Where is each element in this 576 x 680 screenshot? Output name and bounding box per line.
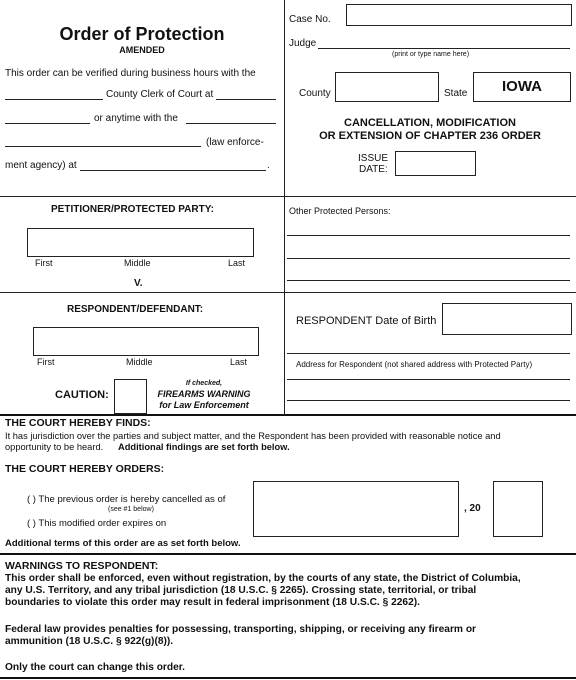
print-hint: (print or type name here) [392,51,470,58]
county-input[interactable] [335,72,439,102]
other-protected-line-2[interactable] [287,258,570,259]
petitioner-middle-label: Middle [124,258,151,268]
law-enforce-label: (law enforce- [206,137,264,148]
order-date-input[interactable] [253,481,459,537]
judge-label: Judge [289,38,317,49]
clerk-phone-field[interactable] [216,99,276,100]
law-enforcement-field[interactable] [5,146,201,147]
middle-divider [284,196,285,414]
cancellation-heading-2: OR EXTENSION OF CHAPTER 236 ORDER [319,130,541,142]
petitioner-heading: PETITIONER/PROTECTED PARTY: [51,204,214,215]
findings-line-1: It has jurisdiction over the parties and subject matter, and the Respondent has been provided with reasonable notice and [5,431,501,441]
header-divider [284,0,285,196]
judge-input[interactable] [318,48,570,49]
address-line-top[interactable] [287,353,570,354]
findings-line-2b: Additional findings are set forth below. [118,442,290,452]
page-title: Order of Protection [59,24,225,44]
respondent-middle-label: Middle [126,357,153,367]
caution-label: CAUTION: [55,389,109,401]
additional-terms: Additional terms of this order are as set forth below. [5,538,241,549]
petitioner-name-input[interactable] [27,228,254,257]
issue-date-input[interactable] [395,151,476,176]
verify-text: This order can be verified during business hours with the [5,68,256,79]
versus-label: V. [134,278,143,289]
cancellation-heading-1: CANCELLATION, MODIFICATION [344,117,516,129]
address-line-2[interactable] [287,379,570,380]
warning-p1-line-3: boundaries to violate this order may result in federal imprisonment (18 U.S.C. § 2262). [5,597,420,608]
anytime-label: or anytime with the [94,113,178,124]
firearms-warning-checkbox[interactable] [114,379,147,414]
respondent-name-input[interactable] [33,327,259,356]
agency-phone-field[interactable] [80,170,266,171]
cancel-option[interactable]: ( ) The previous order is hereby cancelled as of [27,494,226,505]
orders-bottom-rule [0,553,576,555]
header-bottom-rule [0,196,576,197]
case-no-input[interactable] [346,4,572,26]
firearm-note-1: If checked, [185,380,223,387]
case-no-label: Case No. [289,14,331,25]
firearm-note-2: FIREARMS WARNING [157,389,251,399]
state-value: IOWA [502,78,542,95]
dob-label: RESPONDENT Date of Birth [296,315,437,327]
year-input[interactable] [493,481,543,537]
county-name-field[interactable] [5,99,103,100]
address-label: Address for Respondent (not shared address with Protected Party) [296,360,533,369]
agency-label: ment agency) at [5,160,77,171]
firearm-note-3: for Law Enforcement [159,400,249,410]
amended-label: AMENDED [119,45,165,55]
agency-period: . [267,160,270,171]
findings-heading: THE COURT HEREBY FINDS: [5,417,151,429]
warnings-heading: WARNINGS TO RESPONDENT: [5,560,159,572]
state-label: State [444,88,468,99]
respondent-bottom-rule [0,414,576,416]
other-protected-label: Other Protected Persons: [289,206,391,216]
warning-p1-line-1: This order shall be enforced, even without registration, by the courts of any state, the District of Columbia, [5,573,521,584]
petitioner-last-label: Last [228,258,246,268]
anytime-phone-field[interactable] [186,123,276,124]
findings-line-2a: opportunity to be heard. [5,442,104,452]
expires-option[interactable]: ( ) This modified order expires on [27,518,167,529]
page-bottom-rule [0,677,576,679]
warning-p1-line-2: any U.S. Territory, and any tribal jurisdiction (18 U.S.C. § 2265). Crossing state, territorial, or tribal [5,585,477,596]
warning-p2-line-1: Federal law provides penalties for possessing, transporting, shipping, or receiving any firearm or [5,624,477,635]
respondent-last-label: Last [230,357,248,367]
orders-heading: THE COURT HEREBY ORDERS: [5,463,165,475]
petitioner-first-label: First [35,258,53,268]
year-prefix: , 20 [464,503,481,514]
issue-label-2: DATE: [359,164,388,175]
anytime-field[interactable] [5,123,90,124]
petitioner-bottom-rule [0,292,576,293]
dob-input[interactable] [442,303,572,335]
respondent-first-label: First [37,357,55,367]
warning-p3: Only the court can change this order. [5,662,186,673]
clerk-label: County Clerk of Court at [106,89,214,100]
address-line-3[interactable] [287,400,570,401]
issue-label-1: ISSUE [358,153,389,164]
respondent-heading: RESPONDENT/DEFENDANT: [67,304,204,315]
warning-p2-line-2: ammunition (18 U.S.C. § 922(g)(8)). [5,636,174,647]
other-protected-line-1[interactable] [287,235,570,236]
county-label: County [299,88,331,99]
other-protected-line-3[interactable] [287,280,570,281]
see-note: (see #1 below) [108,506,154,513]
